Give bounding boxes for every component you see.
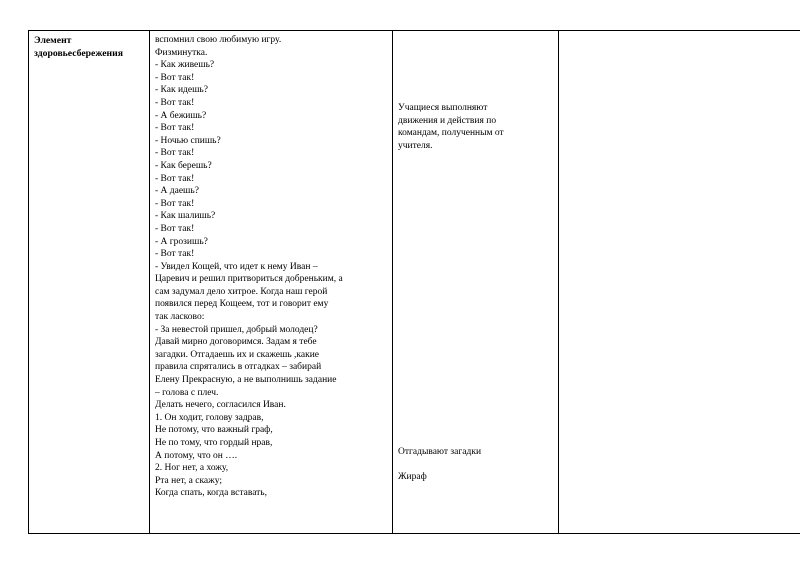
content-line: 2. Ног нет, а хожу, (155, 463, 229, 474)
lesson-plan-table (28, 30, 800, 534)
content-line: Рта нет, а скажу; (155, 475, 222, 486)
content-line: - Ночью спишь? (155, 135, 221, 146)
activity-line: Жираф (398, 472, 427, 483)
stage-cell (29, 31, 150, 534)
content-line: А потому, что он …. (155, 450, 238, 461)
content-line: Когда спать, когда вставать, (155, 488, 268, 499)
content-line: - А даешь? (155, 186, 199, 197)
content-line: - Вот так! (155, 249, 195, 260)
content-line: - Вот так! (155, 173, 195, 184)
content-line: Елену Прекрасную, а не выполнишь задание (155, 375, 337, 386)
content-line: Физминутка. (155, 47, 208, 58)
activity-block-top (398, 102, 553, 152)
content-line: - Вот так! (155, 223, 195, 234)
content-line: - Вот так! (155, 72, 195, 83)
content-line: - Вот так! (155, 97, 195, 108)
content-line: Не потому, что важный граф, (155, 425, 273, 436)
content-line: правила спрятались в отгадках – забирай (155, 362, 322, 373)
content-line: - Вот так! (155, 198, 195, 209)
content-line: - Как идешь? (155, 85, 208, 96)
activity-spacer (398, 459, 553, 472)
activity-cell (393, 31, 559, 534)
activity-line: командам, полученным от (398, 128, 504, 139)
content-cell (150, 31, 393, 534)
activity-block-bottom (398, 446, 553, 484)
content-line: – голова с плеч. (155, 387, 219, 398)
content-line: Делать нечего, согласился Иван. (155, 400, 286, 411)
activity-line: учителя. (398, 140, 433, 151)
content-line: - Как живешь? (155, 60, 215, 71)
content-lines (155, 34, 387, 500)
table-row (29, 31, 800, 534)
activity-line: движения и действия по (398, 115, 497, 126)
stage-title-line2: здоровьесбережения (34, 48, 123, 59)
content-line: - А грозишь? (155, 236, 208, 247)
content-line: - Как шалишь? (155, 211, 216, 222)
content-line: появился перед Кощеем, тот и говорит ему (155, 299, 329, 310)
notes-cell (559, 31, 800, 534)
stage-title-line1: Элемент (34, 35, 72, 46)
content-line: загадки. Отгадаешь их и скажешь ,какие (155, 349, 320, 360)
content-line: - А бежишь? (155, 110, 207, 121)
content-line: вспомнил свою любимую игру. (155, 35, 282, 45)
content-line: - Вот так! (155, 123, 195, 134)
content-line: так ласково: (155, 312, 205, 323)
content-line: 1. Он ходит, голову задрав, (155, 412, 264, 423)
content-line: - За невестой пришел, добрый молодец? (155, 324, 318, 335)
activity-line: Учащиеся выполняют (398, 103, 488, 113)
content-line: Царевич и решил притвориться добреньким, а (155, 274, 343, 285)
content-line: Давай мирно договоримся. Задам я тебе (155, 337, 317, 348)
content-line: - Вот так! (155, 148, 195, 159)
content-line: сам задумал дело хитрое. Когда наш герой (155, 286, 328, 297)
activity-line: Отгадывают загадки (398, 447, 482, 457)
content-line: Не по тому, что гордый нрав, (155, 438, 273, 448)
content-line: - Увидел Кощей, что идет к нему Иван – (155, 261, 318, 272)
content-line: - Как берешь? (155, 160, 212, 171)
